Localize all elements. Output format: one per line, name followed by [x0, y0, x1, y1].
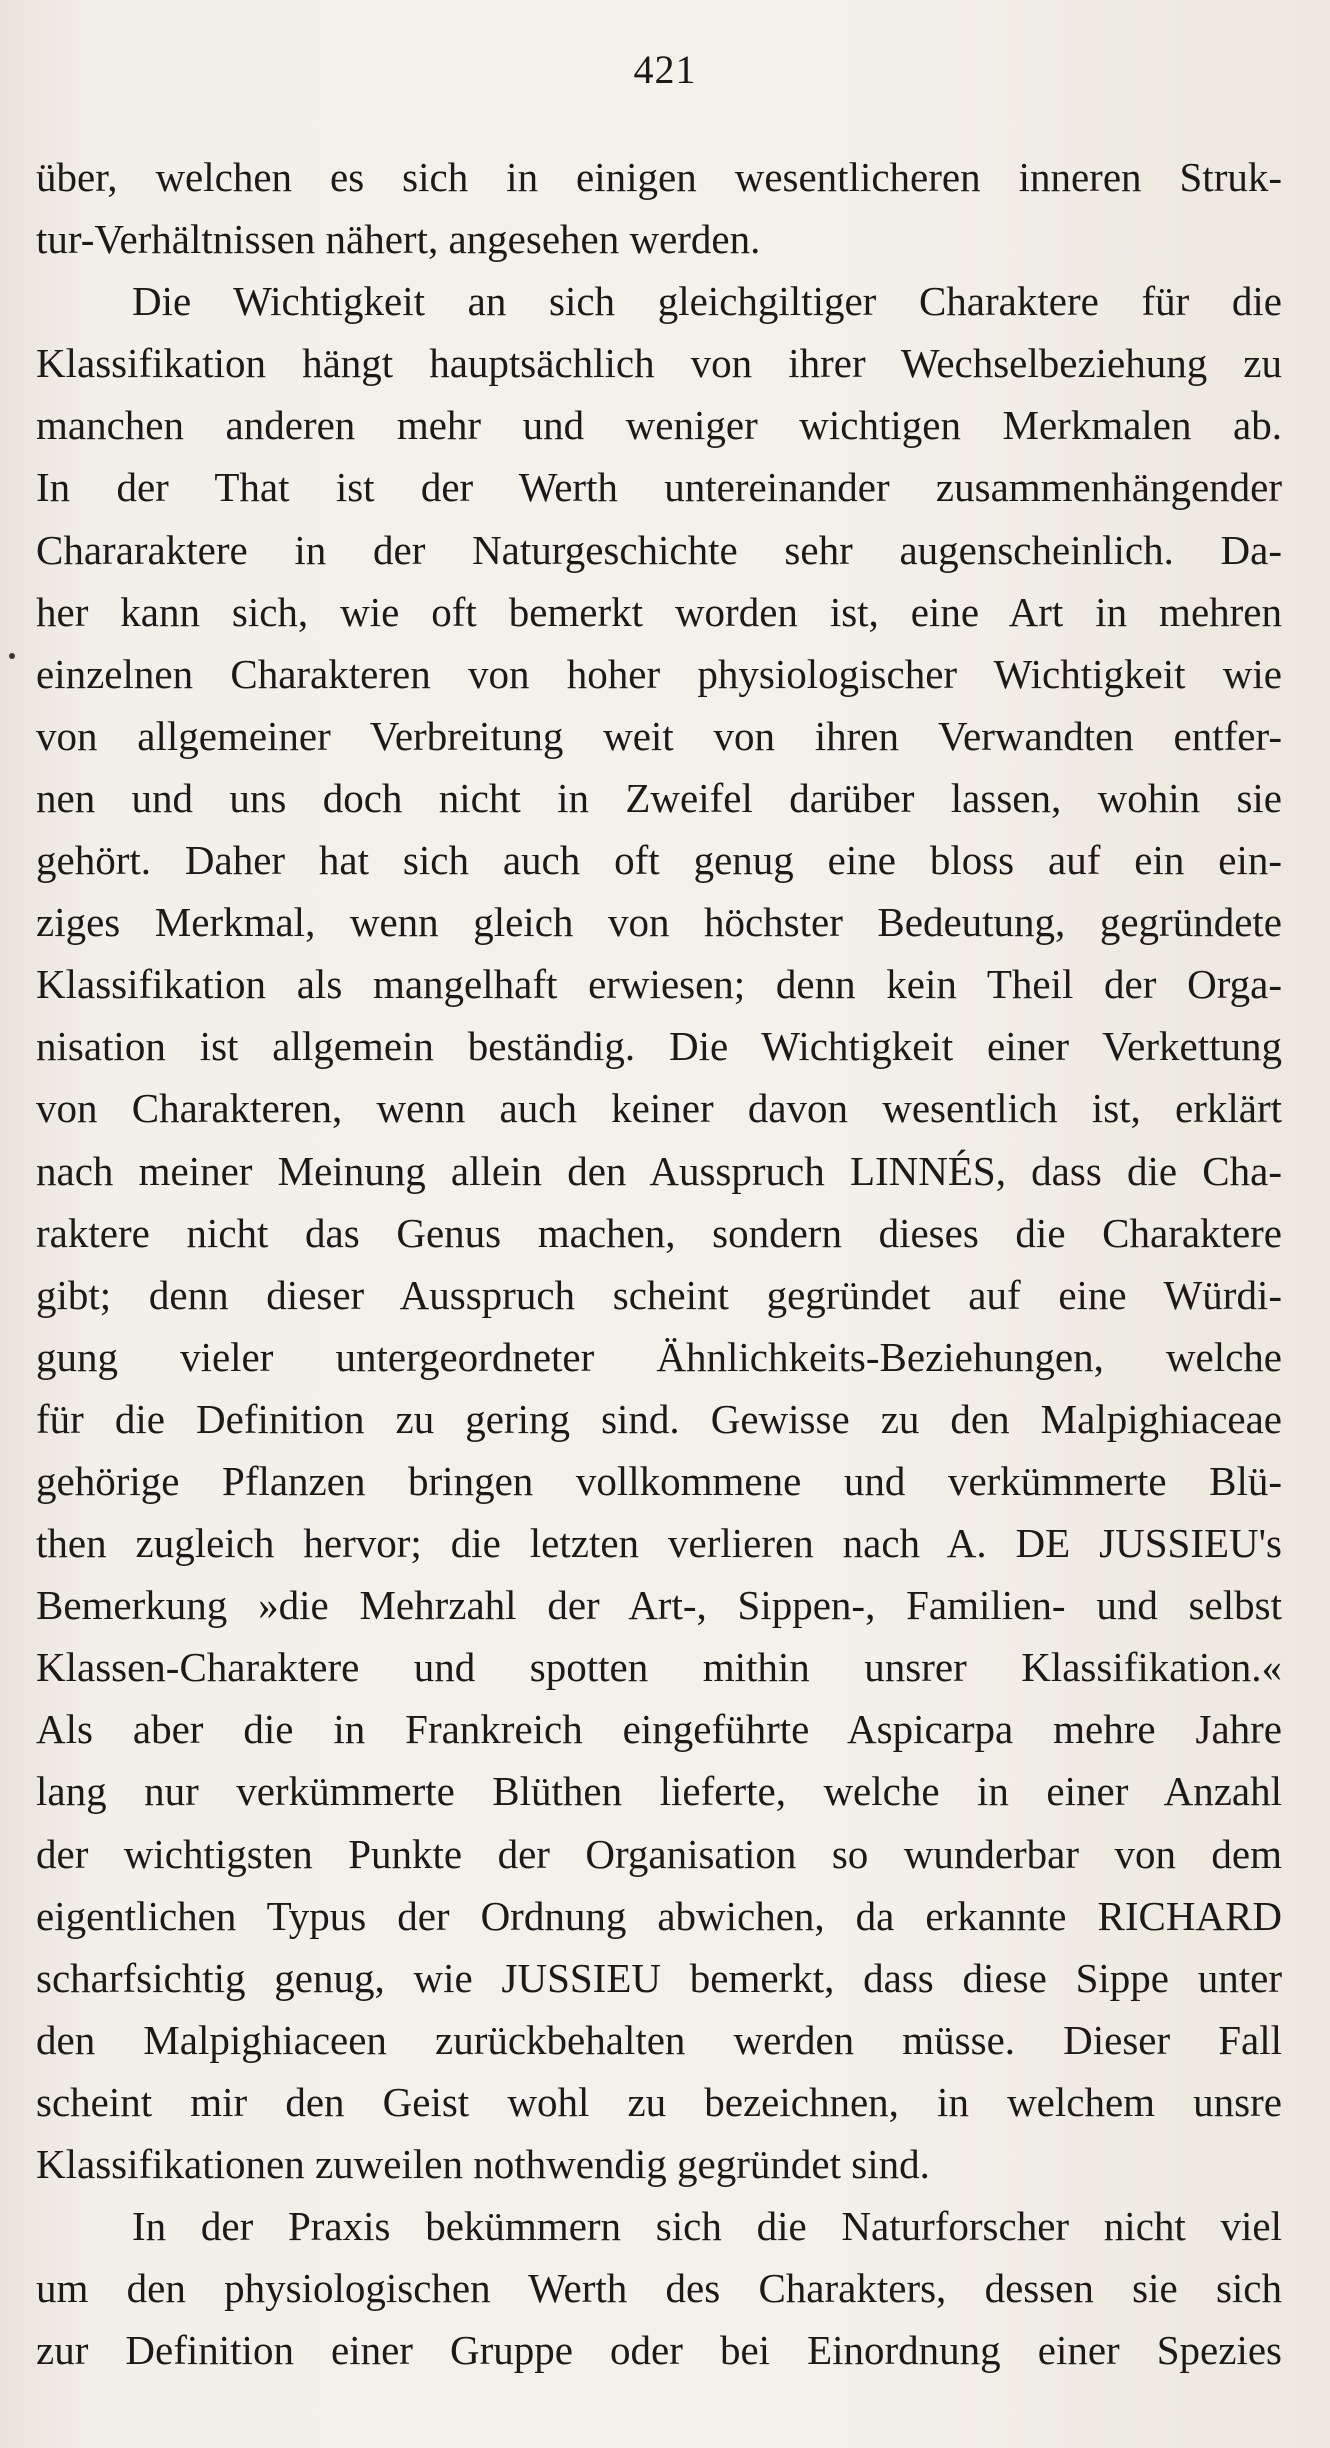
text-line: eigentlichen Typus der Ordnung abwichen, da erkannte RICHARD	[36, 1892, 1282, 1939]
text-line: den Malpighiaceen zurückbehalten werden müsse. Dieser Fall	[36, 2016, 1282, 2063]
text-line: von Charakteren, wenn auch keiner davon wesentlich ist, erklärt	[36, 1085, 1282, 1132]
text-line: der wichtigsten Punkte der Organisation so wunderbar von dem	[36, 1830, 1282, 1877]
text-line: Klassifikationen zuweilen nothwendig gegründet sind.	[36, 2141, 930, 2187]
text-line: In der Praxis bekümmern sich die Naturforscher nicht viel	[132, 2203, 1282, 2250]
text-line: Chararaktere in der Naturgeschichte sehr augenscheinlich. Da-	[36, 526, 1282, 573]
text-line: raktere nicht das Genus machen, sondern dieses die Charaktere	[36, 1209, 1282, 1256]
text-line: für die Definition zu gering sind. Gewisse zu den Malpighiaceae	[36, 1395, 1282, 1442]
text-line: nach meiner Meinung allein den Ausspruch LINNÉS, dass die Cha-	[36, 1147, 1282, 1194]
text-line: gibt; denn dieser Ausspruch scheint gegründet auf eine Würdi-	[36, 1271, 1282, 1318]
text-line: Als aber die in Frankreich eingeführte Aspicarpa mehre Jahre	[36, 1706, 1282, 1753]
text-line: tur-Verhältnissen nähert, angesehen werden.	[36, 216, 761, 263]
text-line: scheint mir den Geist wohl zu bezeichnen, in welchem unsre	[36, 2078, 1282, 2125]
text-line: um den physiologischen Werth des Charakters, dessen sie sich	[36, 2265, 1282, 2312]
text-line: scharfsichtig genug, wie JUSSIEU bemerkt, dass diese Sippe unter	[36, 1954, 1282, 2001]
text-line: gehört. Daher hat sich auch oft genug eine bloss auf ein ein-	[36, 837, 1282, 884]
text-line: Klassen-Charaktere und spotten mithin unsrer Klassifikation.«	[36, 1644, 1282, 1691]
margin-mark	[9, 653, 15, 659]
text-line: Klassifikation hängt hauptsächlich von ihrer Wechselbeziehung zu	[36, 340, 1282, 387]
text-line: zur Definition einer Gruppe oder bei Einordnung einer Spezies	[36, 2327, 1282, 2374]
text-line: nisation ist allgemein beständig. Die Wichtigkeit einer Verkettung	[36, 1023, 1282, 1070]
text-line: manchen anderen mehr und weniger wichtigen Merkmalen ab.	[36, 402, 1282, 449]
text-line: Die Wichtigkeit an sich gleichgiltiger Charaktere für die	[132, 278, 1282, 325]
text-line: gung vieler untergeordneter Ähnlichkeits-Beziehungen, welche	[36, 1333, 1282, 1380]
text-line: lang nur verkümmerte Blüthen lieferte, welche in einer Anzahl	[36, 1768, 1282, 1815]
text-line: gehörige Pflanzen bringen vollkommene und verkümmerte Blü-	[36, 1457, 1282, 1504]
text-line: Klassifikation als mangelhaft erwiesen; denn kein Theil der Orga-	[36, 961, 1282, 1008]
text-line: über, welchen es sich in einigen wesentlicheren inneren Struk-	[36, 154, 1282, 200]
text-line: einzelnen Charakteren von hoher physiologischer Wichtigkeit wie	[36, 650, 1282, 697]
text-line: ziges Merkmal, wenn gleich von höchster Bedeutung, gegründete	[36, 899, 1282, 946]
text-line: In der That ist der Werth untereinander zusammenhängender	[36, 464, 1282, 511]
text-line: then zugleich hervor; die letzten verlieren nach A. DE JUSSIEU's	[36, 1520, 1282, 1567]
text-line: nen und uns doch nicht in Zweifel darüber lassen, wohin sie	[36, 774, 1282, 821]
text-line: her kann sich, wie oft bemerkt worden ist, eine Art in mehren	[36, 588, 1282, 635]
body-text	[36, 146, 1282, 2381]
text-line: von allgemeiner Verbreitung weit von ihren Verwandten entfer-	[36, 712, 1282, 759]
text-line: Bemerkung »die Mehrzahl der Art-, Sippen-, Familien- und selbst	[36, 1582, 1282, 1629]
page-number: 421	[633, 47, 697, 92]
